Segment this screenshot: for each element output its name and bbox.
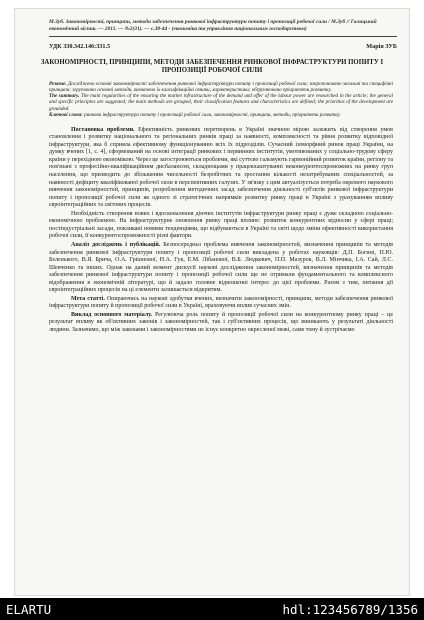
paragraph-text: Опираючись на наукові здобутки вчених, визначити закономірності, принципи, методи забезпечення ринкової інфраструктури попиту й пропозиції робочої сили в Україні, враховуючи вплив сучасних змін. (49, 295, 393, 310)
paragraph-goal (49, 296, 393, 311)
resume-text: Досліджено основні закономірності забезпечення ринкової інфраструктури попиту і пропозиції робочої сили; запропоновано загальні та специфічні принципи; згруповано основні методи, визначено їх класифікаційні ознаки, характеристики; обґрунтовано пріоритети розвитку. (49, 81, 393, 94)
paragraph-text: Ефективність ринкових перетворень в Україні значною мірою залежить від створення умов становлення і розвитку національного та регіональних ринків праці за наявності, комплексності та рівня розвитку відповідної інфраструктури, яка б сприяла ефективному функціонуванню всіх їх підрозділів. Сучасний ізоморфний ринок праці України, на думку вчених [1, с. 4], сформований на основі інтеграції ринкових і первинних інститутів, умотивованих у соціально-трудову сферу країни у перехідною економікою. Через це загостроюються проблеми, які суттєво гальмують гармонійний розвиток країни, регіону та пов'язані з професійно-кваліфікаційним дисбалансом, складнощами у працевлаштуванні неконкурентоспроможних на ринку груп населення, що призводить до збільшення чисельності безробітних та зростання кількості незатребуваних спеціальностей, за наявності дефіциту кваліфікованої робочої сили в перспективних галузях. У зв'язку з цим актуалізується потреба окремого наукового вивчення закономірностей, принципів, розроблення методичних засад забезпечення діяльності суб'єктів ринкової інфраструктури попиту і пропозиції робочої сили як одного зі стратегічних напрямків розвитку ринку праці в Україні з урахуванням впливу євроінтеграційних та світових процесів. (49, 126, 393, 209)
repository-name: ELARTU (6, 601, 52, 617)
handle-id: hdl:123456789/1356 (282, 601, 418, 617)
summary-text: The main regularities of the ensuring the market infrastructure of the demand and offer of the labour power are researched in the article; the general and specific principles are suggested; the main methods are grouped, their classification features and characteristics are defined; the priorities of the development are grounded. (49, 93, 393, 112)
keywords (49, 112, 393, 118)
paragraph-problem (49, 127, 393, 210)
keywords-label: Ключові слова: (49, 111, 83, 118)
paragraph-main (49, 312, 393, 335)
document-page (14, 8, 410, 596)
paragraph-text: Безпосередньо проблема вивчення закономірностей, визначення принципів та методів забезпечення ринкової інфраструктури попиту і пропозиції робочої сили викладена у роботах науковців: Д.П. Богині, П.Ю. Белєнького, В.Я. Брича, О.А. Грішнової, Н.А. Гук, Е.М. Лібанової, В.Б. Людкевич, П.П. Мазурок, В.Л. Мінчика, І.А. Сай, Л.С. Шевченко та інших. Однак на даний момент дискусії наукові дослідження закономірностей, визначення принципів та методів забезпечення ринкової інфраструктури попиту і пропозиції робочої сили ще не отримали фундаментального та комплексного відображення в економічній літературі, що й задало головне відношенні інтерес до цієї проблеми. Разом з тим, питання дії євроінтеграційних процесів на ці елементи залишається відкритим. (49, 241, 393, 294)
summary (49, 93, 393, 111)
udc-row (49, 43, 397, 50)
paragraph-text: Необхідність створення нових і вдосконалення діючих інститутів інфраструктури ринку праці є дуже складною соціально-економічною проблемою. На інфраструктурне оновлення ринку праці вплине: розвиток конкурентних відносин у сфері праці; постіндустріальні засади, покликані новими тенденціями, що відбуваються в Україні та світі щодо зміни ефективності використання робочої сили, її конкурентоспроможності різні фактори. (49, 210, 393, 240)
header-citation: М.Зуб. Закономірності, принципи, методи забезпечення ринкової інфраструктури попиту і пропозиції робочої сили / М.Зуб // Галицький економічний вісник. — 2011. — №2(31). — с.38-44 - (економіка та управління національним господарством) (49, 19, 397, 37)
paragraph-text: Регулююча роль попиту й пропозиції робочої сили на конкурентному ринку праці – це результат впливу як об'єктивних законів і закономірностей, так і суб'єктивних процесів, що виникають у результаті діяльності людини. Зазначимо, що між законами і закономірностями не існує конкретно окресленої межі, саме тому й зустрічаємо (49, 311, 393, 333)
paragraph-necessity (49, 211, 393, 241)
keywords-text: ринкова інфраструктура попиту і пропозиції робочої сили, закономірності, принципи, методи, пріоритети розвитку. (84, 111, 341, 118)
resume (49, 81, 393, 93)
abstract (49, 81, 393, 118)
paragraph-lead: Виклад основного матеріалу. (71, 311, 153, 318)
paragraph-lead: Мета статті. (71, 295, 105, 302)
author-name: Марія ЗУБ (366, 43, 397, 51)
summary-label: The summary. (49, 93, 80, 100)
repository-footer (0, 598, 424, 620)
paragraph-lead: Аналіз досліджень і публікацій. (71, 241, 161, 248)
article-title: ЗАКОНОМІРНОСТІ, ПРИНЦИПИ, МЕТОДИ ЗАБЕЗПЕЧЕННЯ РИНКОВОЇ ІНФРАСТРУКТУРИ ПОПИТУ І ПРОПОЗИЦІЇ РОБОЧОЇ СИЛИ (40, 59, 384, 75)
paragraph-analysis (49, 242, 393, 295)
resume-label: Резюме. (49, 81, 67, 88)
paragraph-lead: Постановка проблеми. (71, 126, 135, 133)
udc-code: УДК 330.342.146:331.5 (49, 43, 111, 51)
article-body (49, 127, 393, 335)
